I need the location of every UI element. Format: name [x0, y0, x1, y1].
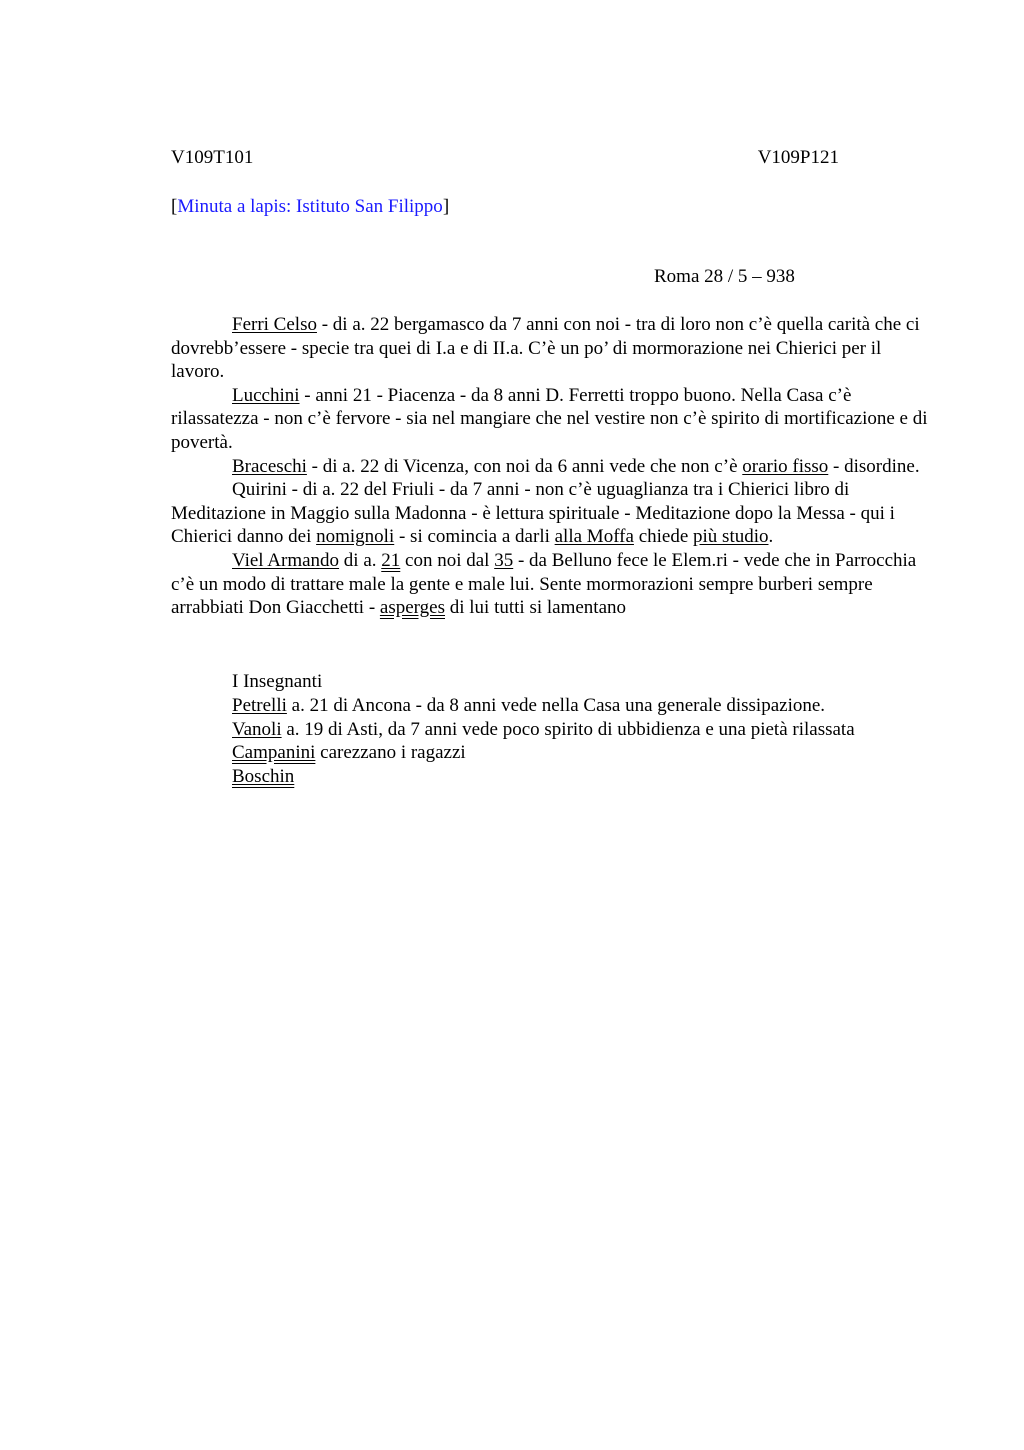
item-text: a. 21 di Ancona - da 8 anni vede nella Casa una generale dissipazione. [286, 694, 826, 716]
archival-note [171, 196, 449, 218]
letter-body [171, 313, 931, 620]
paragraph-text: - di a. 22 bergamasco da 7 anni con noi - tra di loro non c’è quella carità che ci dovrebb’essere - specie tra quei di I.a e di II.a. C’è un po’ di mormorazione nei Chierici per il lavoro. [171, 314, 920, 383]
paragraph-quirini [171, 478, 931, 549]
paragraph-text: di a. [339, 549, 382, 571]
paragraph-text: . [768, 526, 774, 548]
person-name: Boschin [232, 766, 295, 788]
paragraph-viel [171, 549, 931, 620]
underlined-phrase: alla Moffa [554, 526, 634, 548]
list-item [232, 765, 932, 789]
paragraph-text: Quirini - di a. 22 del Friuli - da 7 anni - non c’è uguaglianza tra i Chierici libro di Meditazione in Maggio sulla Madonna - è lettura spirituale - Meditazione dopo la Messa - qui i Chierici danno dei [171, 479, 895, 548]
underlined-phrase: asperges [379, 597, 445, 619]
person-name: Campanini [232, 742, 316, 764]
paragraph-text: - anni 21 - Piacenza - da 8 anni D. Ferretti troppo buono. Nella Casa c’è rilassatezza - non c’è fervore - sia nel mangiare che nel vestire non c’è spirito di mortificazione e di povertà. [171, 384, 928, 453]
paragraph-braceschi [171, 455, 931, 479]
person-name: Vanoli [232, 718, 282, 740]
person-name: Ferri Celso [232, 314, 317, 335]
paragraph-text: - si comincia a darli [394, 526, 555, 548]
person-name: Petrelli [232, 694, 287, 716]
underlined-phrase: orario fisso [742, 455, 829, 477]
paragraph-text: - da Belluno fece le Elem.ri - vede che in Parrocchia c’è un modo di trattare male la gente e male lui. Sente mormorazioni sempre burberi sempre arrabbiati Don Giacchetti - [171, 549, 917, 619]
underlined-phrase: 21 [381, 549, 401, 571]
underlined-phrase: più studio [693, 526, 769, 548]
section-heading: I Insegnanti [232, 671, 323, 692]
item-text: carezzano i ragazzi [315, 742, 466, 764]
underlined-phrase: nomignoli [316, 526, 395, 548]
underlined-phrase: 35 [494, 549, 514, 571]
left-code: V109T101 [171, 147, 254, 168]
letter-date: Roma 28 / 5 – 938 [654, 266, 795, 287]
person-name: Braceschi [232, 455, 307, 477]
note-text: Minuta a lapis: Istituto San Filippo [177, 196, 443, 217]
paragraph-text: con noi dal [400, 549, 495, 571]
insegnanti-section [232, 670, 932, 789]
list-item [232, 741, 932, 765]
document-header [171, 147, 839, 171]
note-open-bracket: [ [171, 196, 178, 217]
note-close-bracket: ] [442, 196, 450, 217]
paragraph-text: chiede [633, 526, 694, 548]
paragraph-text: di lui tutti si lamentano [445, 597, 627, 619]
person-name: Lucchini [232, 384, 300, 406]
paragraph-ferri [171, 313, 931, 384]
right-code: V109P121 [757, 147, 839, 168]
item-text: a. 19 di Asti, da 7 anni vede poco spirito di ubbidienza e una pietà rilassata [281, 718, 855, 740]
list-item [232, 694, 932, 718]
person-name: Viel Armando [232, 549, 340, 571]
paragraph-text: - di a. 22 di Vicenza, con noi da 6 anni vede che non c’è [306, 455, 743, 477]
paragraph-lucchini [171, 384, 931, 455]
list-item [232, 718, 932, 742]
paragraph-text: - disordine. [828, 455, 920, 477]
